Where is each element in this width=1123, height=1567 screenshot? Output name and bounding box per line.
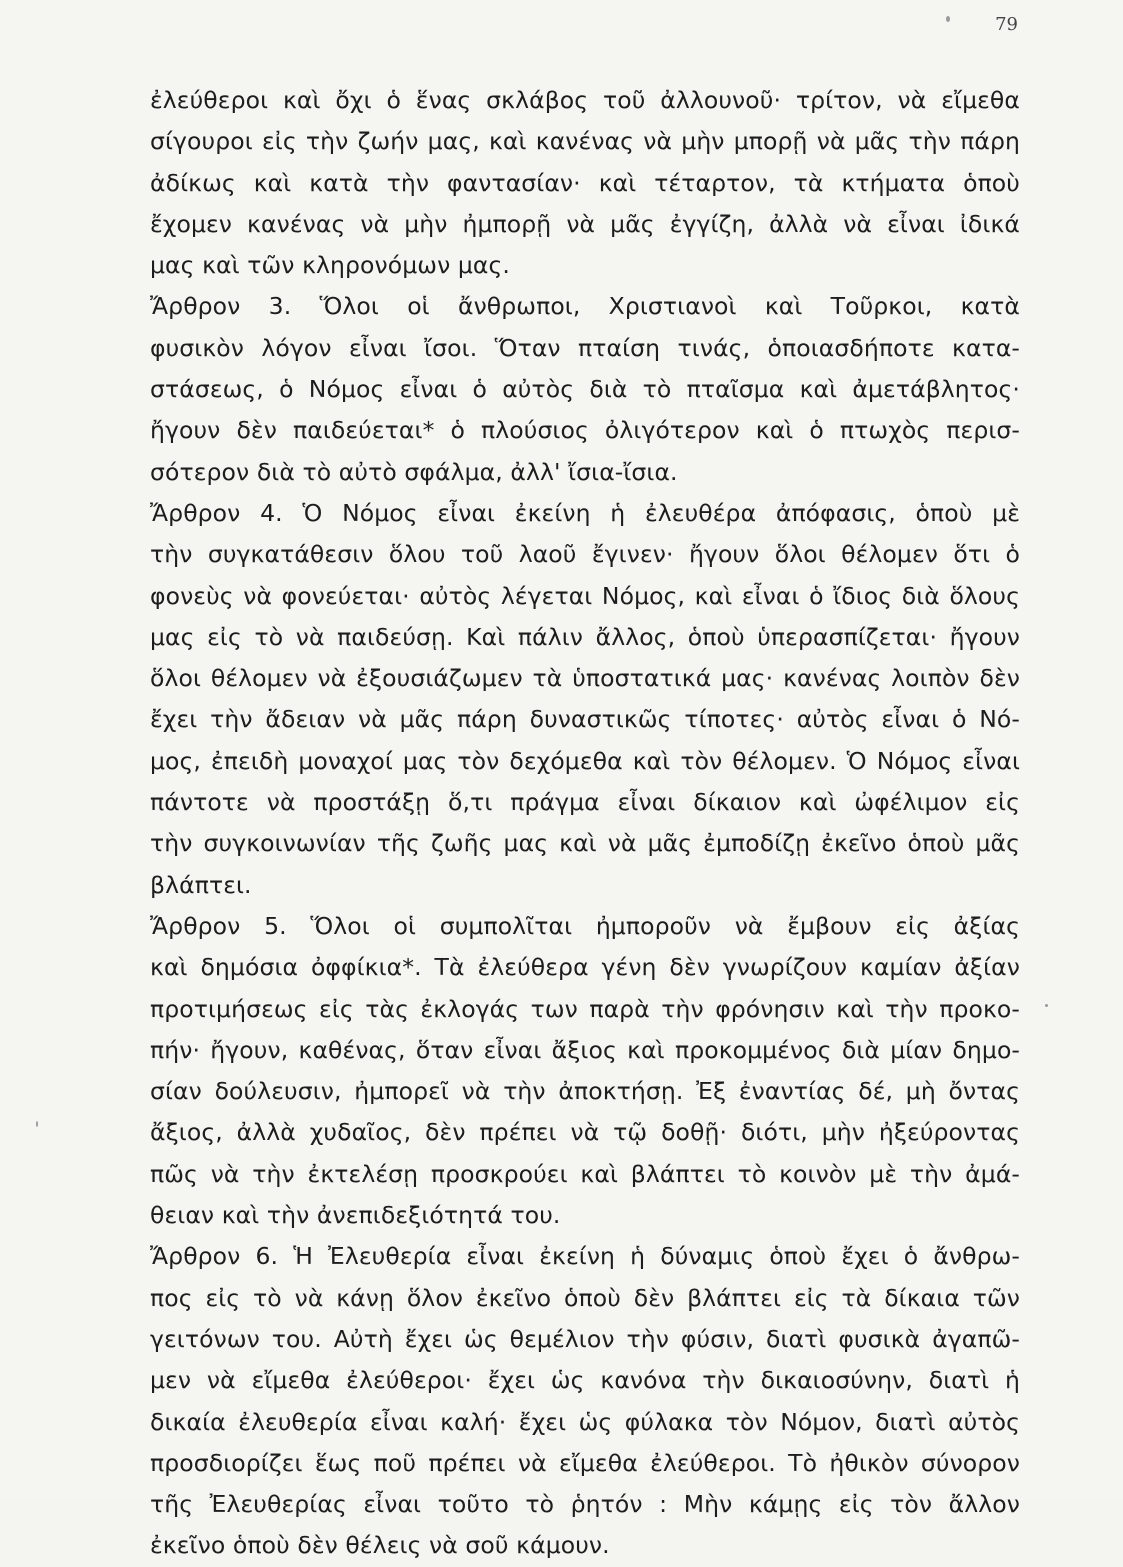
text-line: δικαία ἐλευθερία εἶναι καλή· ἔχει ὡς φύλακα τὸν Νόμον, διατὶ αὐτὸς [150, 1407, 1020, 1436]
text-line: πήν· ἤγουν, καθένας, ὅταν εἶναι ἄξιος καὶ προκομμένος διὰ μίαν δημο- [150, 1035, 1020, 1064]
text-line: σίγουροι εἰς τὴν ζωήν μας, καὶ κανένας νὰ μὴν μπορῇ νὰ μᾶς τὴν πάρη [150, 127, 1020, 156]
text-line: πος εἰς τὸ νὰ κάνῃ ὅλον ἐκεῖνο ὁποὺ δὲν βλάπτει εἰς τὰ δίκαια τῶν [150, 1283, 1020, 1312]
text-line: μας εἰς τὸ νὰ παιδεύσῃ. Καὶ πάλιν ἄλλος, ὁποὺ ὑπερασπίζεται· ἤγουν [150, 622, 1020, 651]
text-line: σότερον διὰ τὸ αὐτὸ σφάλμα, ἀλλ' ἴσια-ἴσια. [150, 457, 678, 486]
text-line: ἄξιος, ἀλλὰ χυδαῖος, δὲν πρέπει νὰ τῷ δοθῇ· διότι, μὴν ἠξεύροντας [150, 1118, 1020, 1147]
text-line: τὴν συγκατάθεσιν ὅλου τοῦ λαοῦ ἔγινεν· ἤγουν ὅλοι θέλομεν ὅτι ὁ [150, 540, 1020, 569]
page-number: 79 [995, 14, 1018, 35]
text-line: μος, ἐπειδὴ μοναχοί μας τὸν δεχόμεθα καὶ τὸν θέλομεν. Ὁ Νόμος εἶναι [150, 746, 1020, 775]
text-line: ὅλοι θέλομεν νὰ ἐξουσιάζωμεν τὰ ὑποστατικά μας· κανένας λοιπὸν δὲν [150, 664, 1020, 693]
text-line: βλάπτει. [150, 870, 252, 899]
text-line: τῆς Ἐλευθερίας εἶναι τοῦτο τὸ ῥητόν : Μὴν κάμῃς εἰς τὸν ἄλλον [150, 1490, 1020, 1519]
body-text [150, 80, 1020, 1567]
article-4-heading-line: Ἄρθρον 4. Ὁ Νόμος εἶναι ἐκείνη ἡ ἐλευθέρα ἀπόφασις, ὁποὺ μὲ [150, 498, 1020, 527]
text-line: ἔχει τὴν ἄδειαν νὰ μᾶς πάρη δυναστικῶς τίποτες· αὐτὸς εἶναι ὁ Νό- [150, 705, 1020, 734]
article-5-heading-line: Ἄρθρον 5. Ὅλοι οἱ συμπολῖται ἠμποροῦν νὰ ἔμβουν εἰς ἀξίας [150, 911, 1020, 940]
text-line: ἔχομεν κανένας νὰ μὴν ἠμπορῇ νὰ μᾶς ἐγγίζη, ἀλλὰ νὰ εἶναι ἰδικά [150, 209, 1020, 238]
text-line: στάσεως, ὁ Νόμος εἶναι ὁ αὐτὸς διὰ τὸ πταῖσμα καὶ ἀμετάβλητος· [150, 375, 1020, 404]
text-line: μεν νὰ εἴμεθα ἐλεύθεροι· ἔχει ὡς κανόνα τὴν δικαιοσύνην, διατὶ ἡ [150, 1366, 1020, 1395]
text-line: ἀδίκως καὶ κατὰ τὴν φαντασίαν· καὶ τέταρτον, τὰ κτήματα ὁποὺ [150, 168, 1020, 197]
text-line: θειαν καὶ τὴν ἀνεπιδεξιότητά του. [150, 1201, 561, 1230]
scan-speck [36, 1121, 38, 1127]
text-line: ἐκεῖνο ὁποὺ δὲν θέλεις νὰ σοῦ κάμουν. [150, 1531, 610, 1560]
text-line: ἤγουν δὲν παιδεύεται* ὁ πλούσιος ὀλιγότερον καὶ ὁ πτωχὸς περισ- [150, 416, 1020, 445]
scan-speck [946, 16, 950, 22]
text-line: σίαν δούλευσιν, ἠμπορεῖ νὰ τὴν ἀποκτήσῃ. Ἐξ ἐναντίας δέ, μὴ ὄντας [150, 1077, 1020, 1106]
text-line: γειτόνων του. Αὐτὴ ἔχει ὡς θεμέλιον τὴν φύσιν, διατὶ φυσικὰ ἀγαπῶ- [150, 1324, 1020, 1353]
text-line: προσδιορίζει ἕως ποῦ πρέπει νὰ εἴμεθα ἐλεύθεροι. Τὸ ἠθικὸν σύνορον [150, 1448, 1020, 1477]
text-line: προτιμήσεως εἰς τὰς ἐκλογάς των παρὰ τὴν φρόνησιν καὶ τὴν προκο- [150, 994, 1020, 1023]
text-line: καὶ δημόσια ὀφφίκια*. Τὰ ἐλεύθερα γένη δὲν γνωρίζουν καμίαν ἀξίαν [150, 953, 1020, 982]
text-line: πάντοτε νὰ προστάξῃ ὅ,τι πράγμα εἶναι δίκαιον καὶ ὠφέλιμον εἰς [150, 788, 1020, 817]
text-line: μας καὶ τῶν κληρονόμων μας. [150, 251, 510, 280]
text-line: ἐλεύθεροι καὶ ὄχι ὁ ἕνας σκλάβος τοῦ ἀλλουνοῦ· τρίτον, νὰ εἴμεθα [150, 86, 1020, 114]
text-line: τὴν συγκοινωνίαν τῆς ζωῆς μας καὶ νὰ μᾶς ἐμποδίζῃ ἐκεῖνο ὁποὺ μᾶς [150, 829, 1020, 858]
text-line: πῶς νὰ τὴν ἐκτελέσῃ προσκρούει καὶ βλάπτει τὸ κοινὸν μὲ τὴν ἀμά- [150, 1159, 1020, 1188]
article-6-heading-line: Ἄρθρον 6. Ἡ Ἐλευθερία εἶναι ἐκείνη ἡ δύναμις ὁποὺ ἔχει ὁ ἄνθρω- [150, 1242, 1020, 1271]
article-3-heading-line: Ἄρθρον 3. Ὅλοι οἱ ἄνθρωποι, Χριστιανοὶ καὶ Τοῦρκοι, κατὰ [150, 292, 1020, 321]
text-line: φονεὺς νὰ φονεύεται· αὐτὸς λέγεται Νόμος, καὶ εἶναι ὁ ἴδιος διὰ ὅλους [150, 581, 1020, 610]
scan-speck [1045, 1004, 1048, 1007]
text-line: φυσικὸν λόγον εἶναι ἴσοι. Ὅταν πταίση τινάς, ὁποιασδήποτε κατα- [150, 333, 1020, 362]
